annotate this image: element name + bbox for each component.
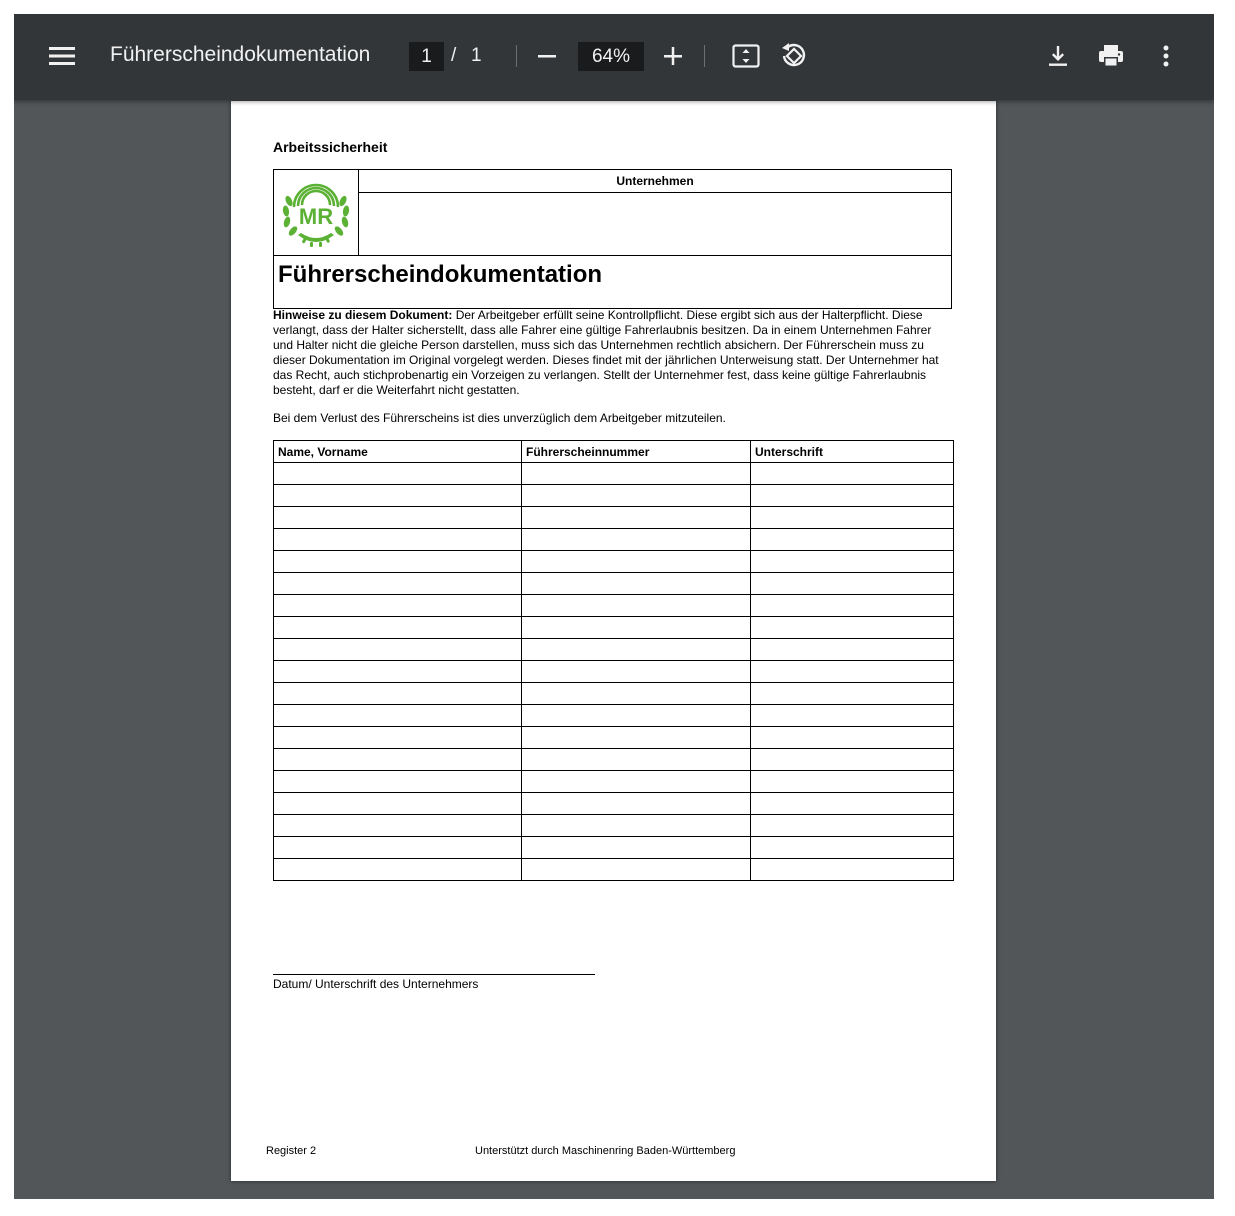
table-cell xyxy=(522,507,751,529)
table-cell xyxy=(751,639,954,661)
table-cell xyxy=(751,683,954,705)
loss-note: Bei dem Verlust des Führerscheins ist dies unverzüglich dem Arbeitgeber mitzuteilen. xyxy=(273,411,726,425)
table-cell xyxy=(751,573,954,595)
fit-page-button[interactable] xyxy=(731,41,761,71)
zoom-in-icon xyxy=(663,46,683,66)
footer-supported-by: Unterstützt durch Maschinenring Baden-Württemberg xyxy=(475,1145,736,1157)
table-cell xyxy=(274,639,522,661)
table-cell xyxy=(522,529,751,551)
more-options-button[interactable] xyxy=(1154,41,1178,71)
table-row xyxy=(274,705,954,727)
table-cell xyxy=(751,529,954,551)
table-cell xyxy=(522,771,751,793)
toolbar-divider xyxy=(516,45,517,67)
table-header-row xyxy=(274,441,954,463)
table-cell xyxy=(274,771,522,793)
zoom-level-input[interactable]: 64% xyxy=(578,42,644,71)
zoom-out-icon xyxy=(537,46,557,66)
logo-text: MR xyxy=(298,203,334,229)
table-cell xyxy=(751,727,954,749)
table-cell xyxy=(751,771,954,793)
table-row xyxy=(274,485,954,507)
page-number-input[interactable]: 1 xyxy=(409,42,444,71)
table-cell xyxy=(522,573,751,595)
notes-text: Der Arbeitgeber erfüllt seine Kontrollpflicht. Diese ergibt sich aus der Halterpflicht. Diese verlangt, dass der Halter sicherstellt, dass alle Fahrer eine gültige Fahrerlaubnis besitzen. Da in einem Unternehmen Fahrer und Halter nicht die gleiche Person darstellen, muss sich das Unternehmen rechtlich absichern. Der Führerschein muss zu dieser Dokumentation im Original vorgelegt werden. Dieses findet mit der jährlichen Unterweisung statt. Der Unternehmer hat das Recht, auch stichprobenartig ein Vorzeigen zu verlangen. Stellt der Unternehmer fest, dass keine gültige Fahrerlaubnis besteht, darf er die Weiterfahrt nicht gestatten. xyxy=(273,308,939,397)
table-cell xyxy=(522,727,751,749)
table-row xyxy=(274,749,954,771)
table-row xyxy=(274,771,954,793)
table-cell xyxy=(274,485,522,507)
table-cell xyxy=(522,837,751,859)
print-icon xyxy=(1098,44,1124,68)
column-header-signature: Unterschrift xyxy=(751,441,954,463)
document-title: Führerscheindokumentation xyxy=(110,43,371,66)
table-cell xyxy=(751,463,954,485)
table-row xyxy=(274,617,954,639)
table-cell xyxy=(522,859,751,881)
table-cell xyxy=(274,507,522,529)
mr-logo xyxy=(278,175,354,251)
column-header-name: Name, Vorname xyxy=(274,441,522,463)
table-row xyxy=(274,463,954,485)
table-cell xyxy=(751,507,954,529)
table-cell xyxy=(751,595,954,617)
table-cell xyxy=(274,815,522,837)
table-cell xyxy=(522,639,751,661)
page-total: 1 xyxy=(471,45,482,66)
more-icon xyxy=(1163,45,1169,67)
table-cell xyxy=(751,837,954,859)
title-row xyxy=(274,255,951,309)
table-cell xyxy=(522,683,751,705)
signature-caption: Datum/ Unterschrift des Unternehmers xyxy=(273,977,479,991)
table-cell xyxy=(751,749,954,771)
table-cell xyxy=(751,815,954,837)
zoom-in-button[interactable] xyxy=(660,41,686,71)
table-cell xyxy=(274,617,522,639)
document-heading: Führerscheindokumentation xyxy=(278,261,603,288)
toolbar-divider xyxy=(704,45,705,67)
table-cell xyxy=(751,551,954,573)
table-cell xyxy=(751,705,954,727)
table-row xyxy=(274,793,954,815)
table-row xyxy=(274,595,954,617)
footer-register: Register 2 xyxy=(266,1145,317,1157)
company-field xyxy=(359,193,951,255)
table-cell xyxy=(522,793,751,815)
table-cell xyxy=(751,661,954,683)
table-row xyxy=(274,727,954,749)
fit-page-icon xyxy=(732,44,760,68)
table-cell xyxy=(522,617,751,639)
table-cell xyxy=(274,551,522,573)
table-cell xyxy=(522,463,751,485)
menu-icon xyxy=(49,46,75,66)
table-row xyxy=(274,837,954,859)
print-button[interactable] xyxy=(1096,41,1126,71)
table-cell xyxy=(274,859,522,881)
viewer-toolbar xyxy=(14,14,1214,100)
table-cell xyxy=(274,705,522,727)
table-cell xyxy=(274,837,522,859)
table-cell xyxy=(522,749,751,771)
table-row xyxy=(274,507,954,529)
table-cell xyxy=(751,485,954,507)
table-cell xyxy=(274,529,522,551)
zoom-out-button[interactable] xyxy=(534,41,560,71)
table-row xyxy=(274,859,954,881)
table-cell xyxy=(274,793,522,815)
pdf-page xyxy=(231,101,996,1181)
table-cell xyxy=(522,595,751,617)
table-cell xyxy=(522,705,751,727)
table-row xyxy=(274,661,954,683)
table-cell xyxy=(274,463,522,485)
table-cell xyxy=(522,815,751,837)
table-cell xyxy=(274,683,522,705)
notes-label: Hinweise zu diesem Dokument: xyxy=(273,308,453,322)
menu-button[interactable] xyxy=(46,41,78,71)
table-cell xyxy=(274,661,522,683)
document-notes xyxy=(273,308,953,398)
download-button[interactable] xyxy=(1044,41,1072,71)
table-row xyxy=(274,551,954,573)
rotate-icon xyxy=(780,42,808,70)
table-row xyxy=(274,639,954,661)
table-row xyxy=(274,815,954,837)
table-cell xyxy=(751,793,954,815)
table-cell xyxy=(274,595,522,617)
table-cell xyxy=(522,661,751,683)
license-table xyxy=(273,440,954,881)
rotate-button[interactable] xyxy=(779,40,809,72)
download-icon xyxy=(1047,45,1069,67)
page-separator: / xyxy=(451,45,457,66)
table-cell xyxy=(751,859,954,881)
signature-line xyxy=(273,974,595,975)
pdf-viewer xyxy=(14,14,1214,1199)
column-header-license-number: Führerscheinnummer xyxy=(522,441,751,463)
table-cell xyxy=(522,551,751,573)
table-row xyxy=(274,683,954,705)
table-cell xyxy=(274,727,522,749)
table-row xyxy=(274,573,954,595)
company-label: Unternehmen xyxy=(359,170,951,193)
table-cell xyxy=(751,617,954,639)
table-row xyxy=(274,529,954,551)
table-body xyxy=(274,463,954,881)
table-cell xyxy=(274,573,522,595)
table-cell xyxy=(522,485,751,507)
logo-cell xyxy=(274,170,359,255)
document-header-box xyxy=(273,169,952,309)
table-cell xyxy=(274,749,522,771)
section-heading: Arbeitssicherheit xyxy=(273,139,388,155)
